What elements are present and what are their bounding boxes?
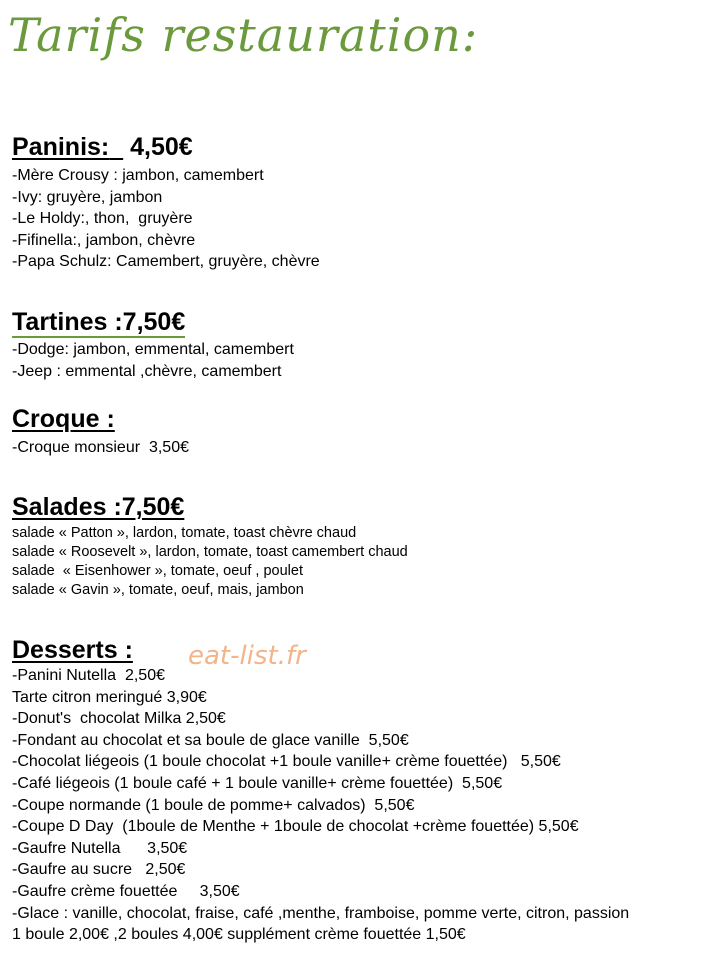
salades-heading-label: Salades :7,50€ <box>12 493 185 521</box>
list-item: salade « Gavin », tomate, oeuf, mais, jambon <box>12 582 304 598</box>
list-item: -Panini Nutella 2,50€ <box>12 667 165 684</box>
list-item: -Gaufre Nutella 3,50€ <box>12 839 188 857</box>
list-item: -Dodge: jambon, emmental, camembert <box>12 341 294 358</box>
list-item: -Ivy: gruyère, jambon <box>12 188 163 206</box>
list-item: -Croque monsieur 3,50€ <box>12 439 189 456</box>
section-paninis <box>12 132 713 273</box>
list-item: -Donut's chocolat Milka 2,50€ <box>12 710 226 728</box>
section-salades <box>12 492 713 600</box>
croque-heading-label: Croque : <box>12 405 115 433</box>
list-item: salade « Roosevelt », lardon, tomate, toast camembert chaud <box>12 544 408 560</box>
list-item: -Coupe normande (1 boule de pomme+ calvados) 5,50€ <box>12 796 415 814</box>
salades-list <box>12 524 713 600</box>
section-desserts <box>12 635 713 946</box>
list-item: -Fifinella:, jambon, chèvre <box>12 231 196 249</box>
section-croque <box>12 404 713 459</box>
desserts-heading-label: Desserts : <box>12 636 133 664</box>
section-heading-croque <box>12 404 713 434</box>
paninis-price: 4,50€ <box>130 133 193 161</box>
croque-list <box>12 437 713 459</box>
paninis-heading-label: Paninis: <box>12 133 110 161</box>
list-item: salade « Patton », lardon, tomate, toast chèvre chaud <box>12 525 357 541</box>
list-item: salade « Eisenhower », tomate, oeuf , poulet <box>12 563 303 579</box>
paninis-list <box>12 165 713 273</box>
tartines-list <box>12 339 713 382</box>
watermark: eat-list.fr <box>188 641 306 671</box>
list-item: -Café liégeois (1 boule café + 1 boule vanille+ crème fouettée) 5,50€ <box>12 774 503 792</box>
section-heading-desserts <box>12 635 713 665</box>
list-item: -Papa Schulz: Camembert, gruyère, chèvre <box>12 253 320 271</box>
tartines-heading-label: Tartines :7,50€ <box>12 308 186 336</box>
list-item: -Jeep : emmental ,chèvre, camembert <box>12 362 282 380</box>
list-item: -Mère Crousy : jambon, camembert <box>12 167 264 184</box>
desserts-list <box>12 665 713 946</box>
list-item: Tarte citron meringué 3,90€ <box>12 688 207 706</box>
section-heading-tartines <box>12 307 713 337</box>
list-item: -Fondant au chocolat et sa boule de glace vanille 5,50€ <box>12 731 409 749</box>
list-item: -Glace : vanille, chocolat, fraise, café ,menthe, framboise, pomme verte, citron, passion <box>12 904 630 922</box>
section-tartines <box>12 307 713 382</box>
list-item: -Gaufre au sucre 2,50€ <box>12 861 186 879</box>
section-heading-salades <box>12 492 713 522</box>
list-item: -Chocolat liégeois (1 boule chocolat +1 boule vanille+ crème fouettée) 5,50€ <box>12 753 561 771</box>
list-item: -Gaufre crème fouettée 3,50€ <box>12 882 240 900</box>
list-item: -Coupe D Day (1boule de Menthe + 1boule de chocolat +crème fouettée) 5,50€ <box>12 818 579 836</box>
page-title: Tarifs restauration: <box>8 8 479 62</box>
list-item: -Le Holdy:, thon, gruyère <box>12 210 193 228</box>
list-item: 1 boule 2,00€ ,2 boules 4,00€ supplément crème fouettée 1,50€ <box>12 926 466 944</box>
section-heading-paninis <box>12 132 713 162</box>
